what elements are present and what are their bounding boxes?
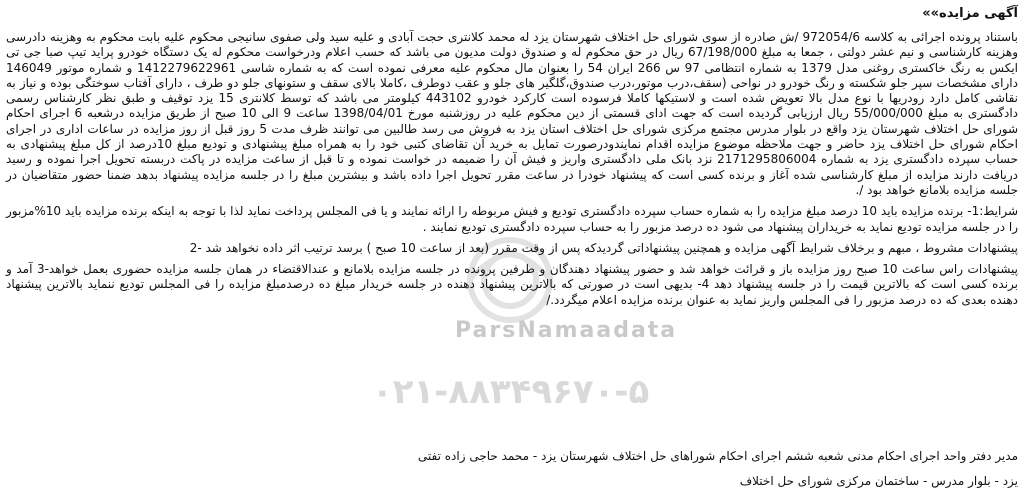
phone-watermark: ۰۲۱-۸۸۳۴۹۶۷۰-۵: [372, 372, 650, 412]
notice-title: آگهی مزایده»»: [922, 6, 1018, 21]
address-line: یزد - بلوار مدرس - ساختمان مرکزی شورای حل اختلاف: [739, 474, 1018, 488]
signature-line: مدیر دفتر واحد اجرای احکام مدنی شعبه ششم اجرای احکام شوراهای حل اختلاف شهرستان یزد - محمد حاجی زاده تفتی: [417, 449, 1018, 463]
notice-document: [6, 6, 1018, 494]
condition-3: پیشنهادات راس ساعت 10 صبح روز مزایده باز و قرائت خواهد شد و حضور پیشنهاد دهندگان و طرفین پرونده در جلسه مزایده بلامانع و عندالاقتضاء در همان جلسه مزایده حضوری بعمل خواهد-3 آمد و برنده کسی است که بالاترین قیمت را در جلسه پیشنهاد دهد 4- بدیهی است در صورتی که بالاترین پیشنهاد دهنده در جلسه خریدار مبلغ ده درصدمبلغ مزایده را فی المجلس تودیع ننماید بالاترین پیشنهاد دهنده بعدی که ده درصد مزبور را فی المجلس واریز نماید به عنوان برنده مزایده اعلام میگردد./: [6, 262, 1019, 307]
notice-main-paragraph: باستناد پرونده اجرائی به کلاسه 972054/6 /ش صادره از سوی شورای حل اختلاف شهرستان یزد له محمد کلانتری حجت آبادی و علیه سید ولی صفوی سانیجی محکوم علیه بابت محکوم به وهزینه دادرسی وهزینه کارشناسی و نیم عشر دولتی ، جمعا به مبلغ 67/198/000 ریال در حق محکوم له و صندوق دولت مدیون می باشد که حسب اعلام ودرخواست محکوم له یک دستگاه خودرو پراید تیپ صبا جی تی ایکس به رنگ خاکستری روغنی مدل 1379 به شماره انتظامی 97 س 266 ایران 54 را بعنوان مال محکوم علیه معرفی نموده است که به شماره شاسی 1412279622961 و شماره موتور 146049 دارای مشخصات سپر جلو شکسته و رنگ خودرو در نواحی (سقف،درب موتور،درب صندوق،گلگیر های جلو و عقب دوطرف ،کاملا بالای سقف و ستونهای جلو دو طرف ، دارای آفتاب سوختگی بوده و نیاز به نقاشی کامل دارد رودریها با نوع مدل بالا تعویض شده است و لاستیکها کاملا فرسوده است کارکرد خودرو 443102 کیلومتر می باشد که توسط کلانتری 15 یزد توقیف و طبق نظر کارشناس رسمی دادگستری به مبلغ 55/000/000 ریال ارزیابی گردیده است که جهت ادای قسمتی از دین محکوم علیه در روزشنبه مورخ 1398/04/01 ساعت 9 الی 10 صبح از طریق مزایده درشعبه 6 اجرای احکام شورای حل اختلاف شهرستان یزد واقع در بلوار مدرس مجتمع مرکزی شورای حل اختلاف استان یزد به فروش می رسد طالبین می توانند ظرف مدت 5 روز قبل از روز مزایده در ساعات اداری در اجرای احکام شورای حل اختلاف یزد حاضر و جهت ملاحظه موضوع مزایده اقدام نمایندودرصورت تمایل به خرید آن تقاضای کتبی خود را به همراه مبلغ پیشنهادی و تودیع مبلغ 10درصد از کل مبلغ پیشنهادی به حساب سپرده دادگستری یزد به شماره 2171295806004 نزد بانک ملی دادگستری واریز و فیش آن را ضمیمه در خواست نموده و تا قبل از ساعت مزایده در پاکت دربسته تحویل اجرا نموده و رسید دریافت دارند مزایده از مبلغ کارشناسی شده آغاز و برنده کسی است که پیشنهاد خودرا در ساعت مقرر تحویل اجرا داده باشد و بیشترین مبلغ را در جلسه مزایده پیشنهاد بدهد ضمنا حضور متقاضیان در جلسه مزایده بلامانع خواهد بود /.: [6, 30, 1019, 197]
logo-watermark-text: ParsNamaadata: [455, 318, 678, 343]
notice-footer: [418, 440, 1018, 490]
condition-1: شرایط:1- برنده مزایده باید 10 درصد مبلغ مزایده را به شماره حساب سپرده دادگستری تودیع و فیش مربوطه را ارائه نمایند و یا فی المجلس پرداخت نماید لذا با توجه به اینکه برنده مزایده باید 10%مزبور را در جلسه مزایده تودیع نماید به خریداران پیشنهاد می شود ده درصد مزبور را به حساب سپرده دادگستری تودیع نمایند .: [6, 204, 1019, 234]
condition-2: پیشنهادات مشروط ، مبهم و برخلاف شرایط آگهی مزایده و همچنین پیشنهاداتی گردیدکه پس از وقت مقرر (بعد از ساعت 10 صبح ) برسد ترتیب اثر داده نخواهد شد -2: [189, 240, 1018, 255]
